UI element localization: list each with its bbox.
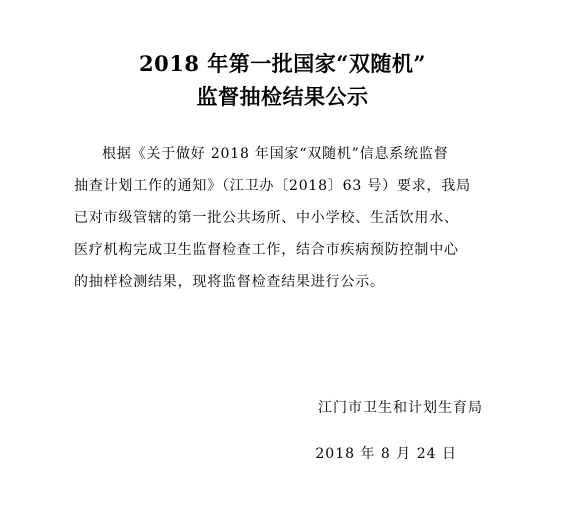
body-paragraph-line-3: 已对市级管辖的第一批公共场所、中小学校、生活饮用水、 bbox=[74, 210, 459, 226]
body-paragraph-line-5: 的抽样检测结果，现将监督检查结果进行公示。 bbox=[74, 274, 385, 290]
document-title-line-2: 监督抽检结果公示 bbox=[196, 84, 369, 109]
document-title-line-1: 2018 年第一批国家“双随机” bbox=[139, 51, 426, 76]
body-paragraph-line-2: 抽查计划工作的通知》（江卫办〔2018〕63 号）要求，我局 bbox=[74, 178, 471, 194]
body-paragraph-line-1: 根据《关于做好 2018 年国家“双随机”信息系统监督 bbox=[102, 146, 449, 162]
issuing-authority: 江门市卫生和计划生育局 bbox=[318, 400, 483, 416]
body-paragraph-line-4: 医疗机构完成卫生监督检查工作，结合市疾病预防控制中心 bbox=[74, 242, 459, 258]
issue-date: 2018 年 8 月 24 日 bbox=[315, 446, 457, 462]
